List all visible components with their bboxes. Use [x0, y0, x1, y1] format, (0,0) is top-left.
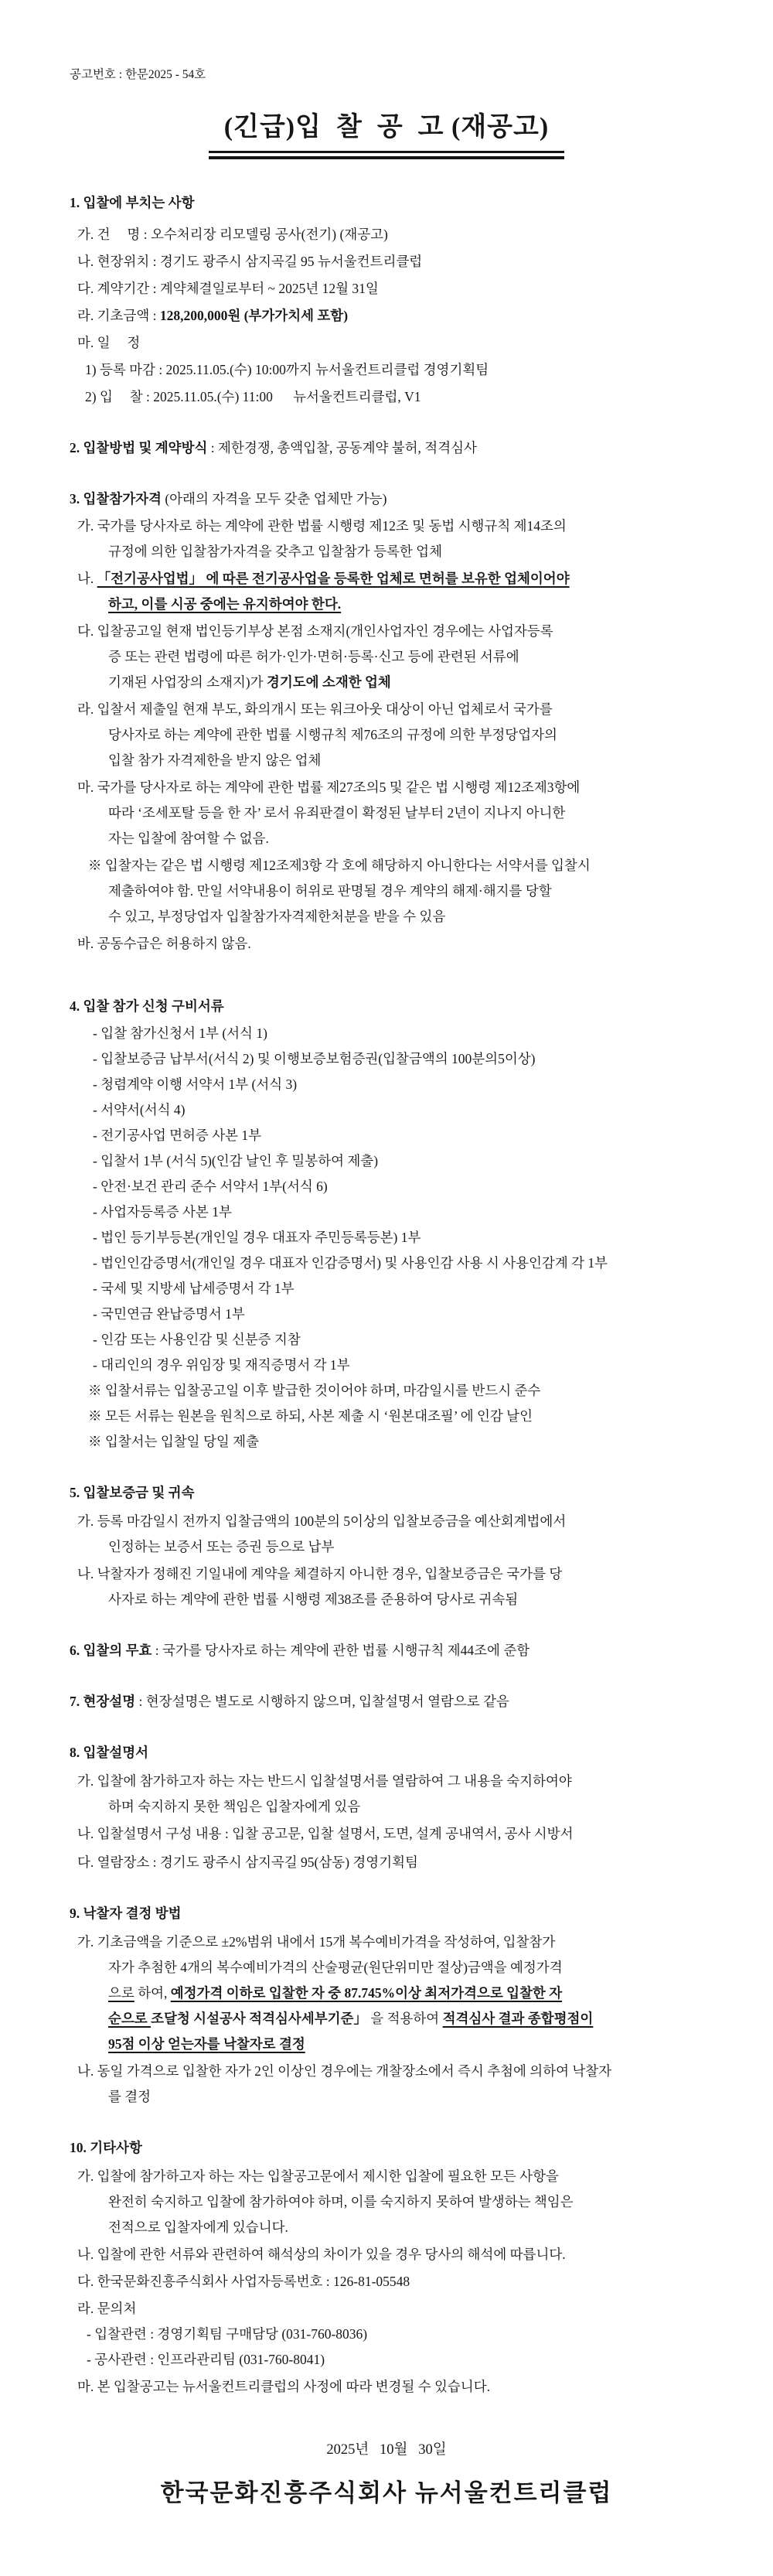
- doc-line: [93, 1327, 730, 1353]
- doc-line: [77, 619, 730, 644]
- doc-line: [88, 1429, 730, 1455]
- text-run: 제출하여야 함. 만일 서약내용이 허위로 판명될 경우 계약의 해제·해지를 당할: [108, 883, 552, 899]
- text-run: 당사자로 하는 계약에 관한 법률 시행규칙 제76조의 규정에 의한 부정당업자의: [108, 727, 557, 742]
- doc-line: [77, 249, 730, 275]
- doc-line: [70, 435, 730, 461]
- text-run: 따라 ‘조세포탈 등을 한 자’ 로서 유죄판결이 확정된 날부터 2년이 지나지 아니한: [108, 805, 566, 821]
- text-run: - 법인 등기부등본(개인일 경우 대표자 주민등록등본) 1부: [93, 1230, 421, 1245]
- text-run: 가. 국가를 당사자로 하는 계약에 관한 법률 시행령 제12조 및 동법 시행규칙 제14조의: [77, 518, 567, 534]
- text-run: 규정에 의한 입찰참가자격을 갖추고 입찰참가 등록한 업체: [108, 544, 442, 559]
- doc-line: [70, 2135, 730, 2161]
- doc-line: [108, 2189, 730, 2215]
- text-run: 다. 한국문화진흥주식회사 사업자등록번호 : 126-81-05548: [77, 2274, 410, 2289]
- text-run: - 전기공사업 면허증 사본 1부: [93, 1128, 262, 1143]
- doc-line: [77, 2296, 730, 2322]
- text-run: 95점 이상 얻는자를 낙찰자로 결정: [108, 2036, 305, 2052]
- notice-number: 공고번호 : 한문2025 - 54호: [70, 68, 206, 81]
- text-run: 라. 문의처: [77, 2301, 137, 2316]
- text-run: 수 있고, 부정당업자 입찰참가자격제한처분을 받을 수 있음: [108, 909, 446, 924]
- doc-line: [87, 2322, 730, 2347]
- text-run: - 입찰 참가신청서 1부 (서식 1): [93, 1025, 267, 1041]
- text-run: - 입찰서 1부 (서식 5)(인감 날인 후 밀봉하여 제출): [93, 1153, 379, 1169]
- doc-line: [108, 2032, 730, 2057]
- doc-line: [77, 303, 730, 329]
- doc-line: [93, 1276, 730, 1302]
- text-run: 마. 일 정: [77, 335, 141, 350]
- doc-line: [70, 1480, 730, 1506]
- text-run: - 국민연금 완납증명서 1부: [93, 1306, 245, 1322]
- doc-line: [85, 384, 730, 410]
- doc-line: [77, 1561, 730, 1587]
- doc-line: [77, 2059, 730, 2084]
- doc-line: [93, 1046, 730, 1072]
- text-run: 8. 입찰설명서: [70, 1745, 149, 1760]
- text-run: - 입찰보증금 납부서(서식 2) 및 이행보증보험증권(입찰금액의 100분의5이상): [93, 1051, 536, 1066]
- text-run: 128,200,000원 (부가가치세 포함): [159, 308, 349, 323]
- text-run: 조달청 시설공사 적격심사세부기준」: [151, 2011, 367, 2026]
- text-run: 1. 입찰에 부치는 사항: [70, 195, 195, 210]
- text-run: 3. 입찰참가자격: [70, 491, 162, 507]
- text-run: - 청렴계약 이행 서약서 1부 (서식 3): [93, 1076, 298, 1092]
- text-run: 사자로 하는 계약에 관한 법률 시행령 제38조를 준용하여 당사로 귀속됨: [108, 1592, 519, 1607]
- text-run: 순으로: [108, 2011, 152, 2026]
- doc-line: [93, 1072, 730, 1097]
- doc-line: [77, 222, 730, 247]
- document-title: (긴급)입 찰 공 고 (재공고): [223, 113, 550, 142]
- text-run: - 국세 및 지방세 납세증명서 각 1부: [93, 1281, 295, 1296]
- doc-line: [108, 879, 730, 904]
- doc-line: [77, 1850, 730, 1875]
- document-body: [0, 190, 773, 2400]
- doc-line: [77, 697, 730, 722]
- doc-line: [108, 722, 730, 748]
- text-run: 다. 입찰공고일 현재 법인등기부상 본점 소재지(개인사업자인 경우에는 사업자등록: [77, 623, 553, 639]
- doc-line: [108, 748, 730, 773]
- text-run: 자가 추첨한 4개의 복수예비가격의 산술평균(원단위미만 절상)금액을 예정가격: [108, 1960, 563, 1975]
- doc-line: [77, 1821, 730, 1847]
- text-run: 나.: [77, 571, 97, 586]
- doc-line: [93, 1250, 730, 1276]
- doc-line: [77, 775, 730, 800]
- doc-line: [108, 592, 730, 617]
- doc-line: [108, 800, 730, 826]
- text-run: (아래의 자격을 모두 갖춘 업체만 가능): [161, 491, 387, 507]
- doc-line: [70, 1740, 730, 1766]
- doc-line: [77, 513, 730, 539]
- text-run: 라. 기초금액 :: [77, 308, 160, 323]
- text-run: 가. 등록 마감일시 전까지 입찰금액의 100분의 5이상의 입찰보증금을 예산회계법에서: [77, 1513, 567, 1529]
- text-run: 9. 낙찰자 결정 방법: [70, 1906, 182, 1921]
- doc-line: [70, 486, 730, 512]
- doc-line: [93, 1021, 730, 1046]
- text-run: ※ 입찰서는 입찰일 당일 제출: [88, 1434, 259, 1449]
- doc-line: [77, 330, 730, 356]
- text-run: 기재된 사업장의 소재지)가: [108, 674, 267, 690]
- doc-line: [108, 904, 730, 930]
- text-run: 라. 입찰서 제출일 현재 부도, 화의개시 또는 워크아웃 대상이 아닌 업체로서 국가를: [77, 701, 553, 717]
- text-run: 를 결정: [108, 2089, 152, 2104]
- text-run: 가. 건 명 : 오수처리장 리모델링 공사(전기) (재공고): [77, 227, 388, 242]
- doc-line: [87, 2347, 730, 2373]
- doc-line: [70, 1638, 730, 1663]
- doc-line: [85, 357, 730, 383]
- text-run: 나. 현장위치 : 경기도 광주시 삼지곡길 95 뉴서울컨트리클럽: [77, 254, 423, 269]
- issuer-name: 한국문화진흥주식회사 뉴서울컨트리클럽: [160, 2479, 613, 2506]
- doc-line: [70, 190, 730, 216]
- text-run: 1) 등록 마감 : 2025.11.05.(수) 10:00까지 뉴서울컨트리클럽 경영기획팀: [85, 362, 489, 377]
- doc-line: [77, 1929, 730, 1955]
- doc-line: [88, 853, 730, 879]
- text-run: 4. 입찰 참가 신청 구비서류: [70, 998, 224, 1014]
- doc-line: [77, 566, 730, 592]
- text-run: 하고, 이를 시공 중에는 유지하여야 한다.: [108, 596, 342, 612]
- date-line: 2025년 10월 30일: [326, 2442, 447, 2458]
- doc-line: [108, 2084, 730, 2110]
- text-run: ※ 입찰서류는 입찰공고일 이후 발급한 것이어야 하며, 마감일시를 반드시 준수: [88, 1383, 541, 1398]
- text-run: 나. 입찰설명서 구성 내용 : 입찰 공고문, 입찰 설명서, 도면, 설계 공내역서, 공사 시방서: [77, 1826, 574, 1841]
- text-run: 다. 열람장소 : 경기도 광주시 삼지곡길 95(삼동) 경영기획팀: [77, 1854, 418, 1870]
- doc-line: [93, 1302, 730, 1327]
- doc-line: [108, 1981, 730, 2006]
- text-run: 을 적용하여: [366, 2011, 443, 2026]
- text-run: ※ 모든 서류는 원본을 원칙으로 하되, 사본 제출 시 ‘원본대조필’ 에 인감 날인: [88, 1408, 533, 1424]
- text-run: : 국가를 당사자로 하는 계약에 관한 법률 시행규칙 제44조에 준함: [152, 1643, 530, 1658]
- text-run: 마. 본 입찰공고는 뉴서울컨트리클럽의 사정에 따라 변경될 수 있습니다.: [77, 2379, 490, 2394]
- text-run: - 서약서(서식 4): [93, 1102, 186, 1117]
- text-run: - 대리인의 경우 위임장 및 재직증명서 각 1부: [93, 1357, 350, 1373]
- text-run: 완전히 숙지하고 입찰에 참가하여야 하며, 이를 숙지하지 못하여 발생하는 책임은: [108, 2194, 574, 2209]
- text-run: - 인감 또는 사용인감 및 신분증 지참: [93, 1332, 301, 1347]
- doc-line: [108, 1794, 730, 1820]
- doc-line: [77, 276, 730, 302]
- text-run: 가. 입찰에 참가하고자 하는 자는 입찰공고문에서 제시한 입찰에 필요한 모든 사항을: [77, 2168, 559, 2184]
- text-run: 7. 현장설명: [70, 1694, 136, 1709]
- text-run: 나. 동일 가격으로 입찰한 자가 2인 이상인 경우에는 개찰장소에서 즉시 추첨에 의하여 낙찰자: [77, 2063, 612, 2079]
- doc-line: [70, 994, 730, 1019]
- doc-line: [108, 670, 730, 695]
- text-run: - 입찰관련 : 경영기획팀 구매담당 (031-760-8036): [87, 2326, 368, 2342]
- text-run: 예정가격 이하로 입찰한 자 중 87.745%이상 최저가격으로 입찰한 자: [170, 1985, 563, 2001]
- doc-line: [77, 2374, 730, 2400]
- text-run: 「전기공사업법」 에 따른 전기공사업을 등록한 업체로 면허를 보유한 업체이어야: [97, 571, 570, 586]
- doc-line: [108, 1534, 730, 1560]
- text-run: 나. 입찰에 관한 서류와 관련하여 해석상의 차이가 있을 경우 당사의 해석에 따릅니다.: [77, 2247, 566, 2262]
- doc-line: [93, 1174, 730, 1199]
- text-run: 가. 기초금액을 기준으로 ±2%범위 내에서 15개 복수예비가격을 작성하여, 입찰참가: [77, 1934, 556, 1950]
- doc-line: [93, 1148, 730, 1174]
- doc-line: [108, 2006, 730, 2032]
- doc-line: [70, 1689, 730, 1714]
- text-run: 다. 계약기간 : 계약체결일로부터 ~ 2025년 12월 31일: [77, 281, 379, 296]
- title-double-underline: [209, 151, 564, 159]
- text-run: 으로: [108, 1985, 135, 2001]
- text-run: 전적으로 입찰자에게 있습니다.: [108, 2219, 288, 2235]
- doc-line: [93, 1353, 730, 1378]
- text-run: : 제한경쟁, 총액입찰, 공동계약 불허, 적격심사: [207, 440, 477, 455]
- text-run: 하여,: [134, 1985, 171, 2001]
- doc-line: [93, 1225, 730, 1250]
- doc-line: [77, 2242, 730, 2267]
- text-run: - 공사관련 : 인프라관리팀 (031-760-8041): [87, 2352, 325, 2367]
- doc-line: [108, 1955, 730, 1981]
- text-run: 마. 국가를 당사자로 하는 계약에 관한 법률 제27조의5 및 같은 법 시행령 제12조제3항에: [77, 780, 581, 795]
- text-run: 10. 기타사항: [70, 2140, 142, 2155]
- doc-line: [93, 1097, 730, 1123]
- doc-line: [77, 931, 730, 957]
- doc-line: [88, 1378, 730, 1404]
- text-run: 바. 공동수급은 허용하지 않음.: [77, 936, 251, 951]
- text-run: 자는 입찰에 참여할 수 없음.: [108, 831, 269, 846]
- doc-line: [108, 539, 730, 565]
- text-run: 가. 입찰에 참가하고자 하는 자는 반드시 입찰설명서를 열람하여 그 내용을 숙지하여야: [77, 1773, 572, 1789]
- text-run: : 현장설명은 별도로 시행하지 않으며, 입찰설명서 열람으로 같음: [135, 1694, 509, 1709]
- doc-line: [77, 1509, 730, 1534]
- text-run: 2. 입찰방법 및 계약방식: [70, 440, 208, 455]
- text-run: 인정하는 보증서 또는 증권 등으로 납부: [108, 1539, 335, 1554]
- text-run: 나. 낙찰자가 정해진 기일내에 계약을 체결하지 아니한 경우, 입찰보증금은 국가를 당: [77, 1566, 563, 1581]
- doc-line: [70, 1901, 730, 1926]
- text-run: - 법인인감증명서(개인일 경우 대표자 인감증명서) 및 사용인감 사용 시 사용인감계 각 1부: [93, 1255, 608, 1271]
- text-run: 5. 입찰보증금 및 귀속: [70, 1485, 195, 1500]
- text-run: 입찰 참가 자격제한을 받지 않은 업체: [108, 752, 322, 768]
- text-run: 경기도에 소재한 업체: [266, 674, 391, 690]
- doc-line: [77, 1769, 730, 1794]
- doc-line: [77, 2269, 730, 2295]
- text-run: - 안전·보건 관리 준수 서약서 1부(서식 6): [93, 1179, 328, 1194]
- text-run: 적격심사 결과 종합평점이: [442, 2011, 594, 2026]
- text-run: ※ 입찰자는 같은 법 시행령 제12조제3항 각 호에 해당하지 아니한다는 서약서를 입찰시: [88, 858, 591, 873]
- doc-line: [108, 644, 730, 670]
- doc-line: [88, 1404, 730, 1429]
- text-run: 하며 숙지하지 못한 책임은 입찰자에게 있음: [108, 1799, 361, 1814]
- doc-line: [93, 1123, 730, 1148]
- doc-line: [108, 2215, 730, 2240]
- doc-line: [108, 826, 730, 851]
- doc-line: [77, 2164, 730, 2189]
- text-run: - 사업자등록증 사본 1부: [93, 1204, 232, 1220]
- doc-line: [108, 1587, 730, 1612]
- text-run: 2) 입 찰 : 2025.11.05.(수) 11:00 뉴서울컨트리클럽, V1: [85, 389, 421, 404]
- text-run: 6. 입찰의 무효: [70, 1643, 152, 1658]
- text-run: 증 또는 관련 법령에 따른 허가·인가·면허·등록·신고 등에 관련된 서류에: [108, 649, 519, 664]
- doc-line: [93, 1199, 730, 1225]
